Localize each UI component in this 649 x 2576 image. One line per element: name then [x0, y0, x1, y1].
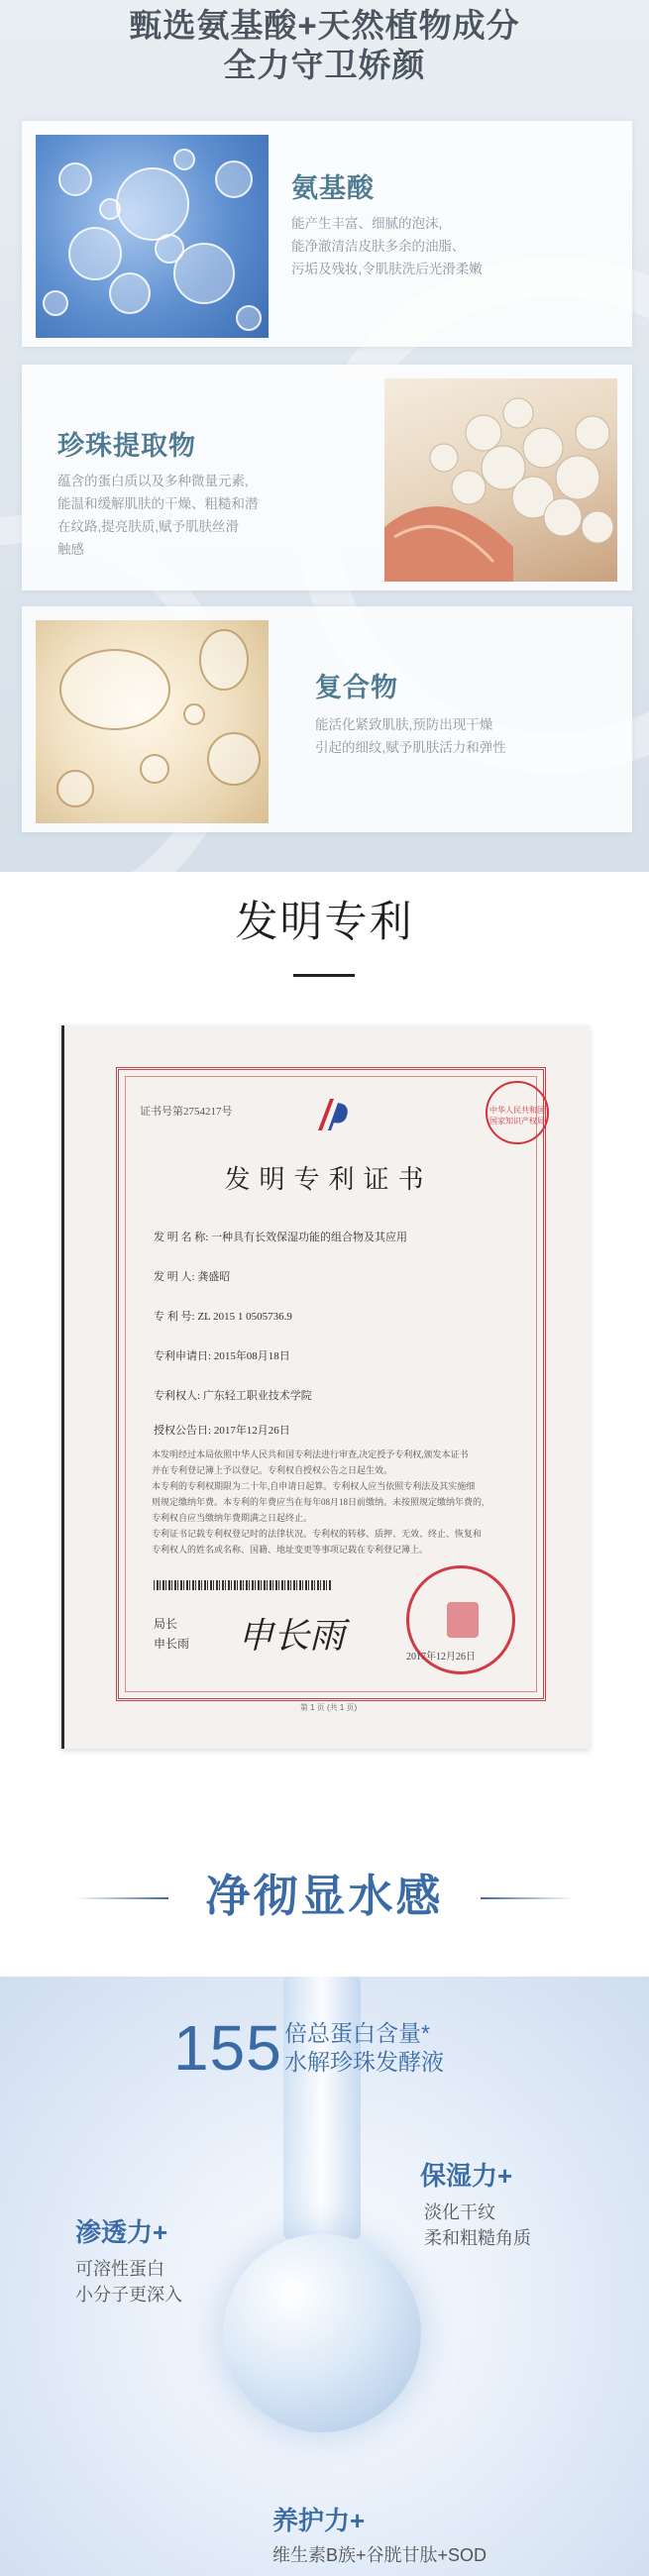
body-line: 专利证书记载专利权登记时的法律状况。专利权的转移、质押、无效、终止、恢复和: [152, 1529, 483, 1539]
body-line: 专利权人的姓名或名称、国籍、地址变更等事项记载在专利登记簿上。: [152, 1545, 429, 1555]
top-seal: 中华人民共和国国家知识产权局: [486, 1081, 549, 1144]
patent-office-logo-icon: [308, 1091, 356, 1138]
protein-caption-line1: 倍总蛋白含量*: [284, 2020, 430, 2046]
feature-title: 养护力+: [272, 2506, 366, 2535]
desc-line: 能净澈清洁皮肤多余的油脂、: [291, 239, 466, 254]
certificate-number: 证书号第2754217号: [140, 1106, 233, 1118]
desc-line: 能产生丰富、细腻的泡沫,: [291, 216, 443, 231]
protein-caption-line2: 水解珍珠发酵液: [284, 2049, 444, 2075]
field-value: 2017年12月26日: [213, 1425, 290, 1437]
patent-holder-row: [154, 1387, 312, 1403]
field-label: 专利申请日:: [154, 1350, 212, 1362]
field-value: 一种具有长效保湿功能的组合物及其应用: [211, 1232, 408, 1243]
field-value: 龚盛昭: [197, 1271, 231, 1283]
hydration-section: [0, 1977, 649, 2576]
hydration-header: [0, 1868, 649, 1927]
complex-title: 复合物: [315, 673, 398, 702]
desc-line: 引起的细纹,赋予肌肤活力和弹性: [315, 740, 506, 755]
desc-line: 污垢及残妆,令肌肤洗后光滑柔嫩: [291, 262, 483, 276]
field-value: ZL 2015 1 0505736.9: [197, 1311, 292, 1323]
desc-line: 触感: [57, 542, 84, 557]
patent-number-row: [154, 1308, 292, 1324]
field-label: 授权公告日:: [154, 1425, 212, 1437]
field-value: 2015年08月18日: [213, 1350, 290, 1362]
body-line: 则规定缴纳年费。本专利的年费应当在每年08月18日前缴纳。未按照规定缴纳年费的,: [152, 1497, 485, 1507]
field-label: 专利权人:: [154, 1390, 201, 1402]
ingredients-title-line2: 全力守卫娇颜: [223, 47, 426, 83]
feature-title: 保湿力+: [420, 2161, 513, 2191]
pearl-extract-title: 珍珠提取物: [57, 431, 196, 461]
field-label: 专 利 号:: [154, 1311, 195, 1323]
blue-bubbles-image: [36, 135, 269, 338]
page-footer: 第 1 页 (共 1 页): [299, 1703, 358, 1712]
desc-line: 能温和缓解肌肤的干燥、粗糙和潜: [57, 496, 259, 511]
title-decor-line: [481, 1897, 575, 1899]
amino-acid-description: [291, 212, 483, 280]
ingredient-card-complex: [22, 606, 632, 832]
director-label: 局长: [154, 1617, 178, 1631]
patent-section-title: 发明专利: [235, 899, 414, 946]
grant-date-row: [154, 1422, 290, 1438]
feature-line: 小分子更深入: [75, 2285, 182, 2305]
ingredients-title-line1: 甄选氨基酸+天然植物成分: [129, 7, 520, 44]
field-label: 发 明 人:: [154, 1271, 195, 1283]
director-name-label: 申长雨: [154, 1637, 190, 1651]
certificate-heading: 发明专利证书: [224, 1165, 433, 1194]
title-underline: [293, 974, 355, 977]
desc-line: 在纹路,提亮肤质,赋予肌肤丝滑: [57, 519, 240, 534]
body-line: 并在专利登记簿上予以登记。专利权自授权公告之日起生效。: [152, 1465, 393, 1475]
filing-date-row: [154, 1347, 290, 1363]
complex-description: [315, 713, 506, 759]
feature-line: 可溶性蛋白: [75, 2259, 164, 2279]
barcode: [154, 1580, 332, 1590]
body-line: 专利权自应当缴纳年费期满之日起终止。: [152, 1513, 313, 1523]
ingredients-section: [0, 0, 649, 872]
pearls-and-shell-image: [384, 378, 617, 582]
feature-line: 淡化干纹: [424, 2202, 495, 2222]
certificate-body-text: [152, 1447, 512, 1557]
director-signature: 申长雨: [238, 1616, 346, 1656]
ingredient-card-pearl-extract: [22, 365, 632, 590]
feature-title: 渗透力+: [75, 2217, 168, 2247]
golden-serum-bubbles-image: [36, 620, 269, 823]
field-value: 广东轻工职业技术学院: [202, 1390, 312, 1402]
feature-line: 柔和粗糙角质: [424, 2228, 531, 2248]
ingredient-card-amino-acid: [22, 121, 632, 347]
field-label: 发 明 名 称:: [154, 1232, 209, 1243]
hydration-title: 净彻显水感: [205, 1871, 444, 1921]
inventor-row: [154, 1268, 230, 1284]
invention-name-row: [154, 1229, 407, 1244]
amino-acid-title: 氨基酸: [291, 173, 375, 203]
serum-droplet-visual: [223, 2234, 421, 2432]
seal-date: 2017年12月26日: [406, 1652, 476, 1663]
feature-line: 维生素B族+谷胱甘肽+SOD: [272, 2545, 487, 2565]
pearl-extract-description: [57, 470, 259, 561]
body-line: 本发明经过本局依照中华人民共和国专利法进行审查,决定授予专利权,颁发本证书: [152, 1449, 469, 1459]
desc-line: 蕴含的蛋白质以及多种微量元素,: [57, 474, 249, 488]
protein-multiple-number: 155: [173, 2012, 282, 2084]
serum-dropper-visual: [283, 1977, 361, 2239]
patent-certificate: [61, 1025, 590, 1749]
desc-line: 能活化紧致肌肤,预防出现干燥: [315, 717, 493, 732]
body-line: 本专利的专利权期限为二十年,自申请日起算。专利权人应当依照专利法及其实施细: [152, 1481, 476, 1491]
